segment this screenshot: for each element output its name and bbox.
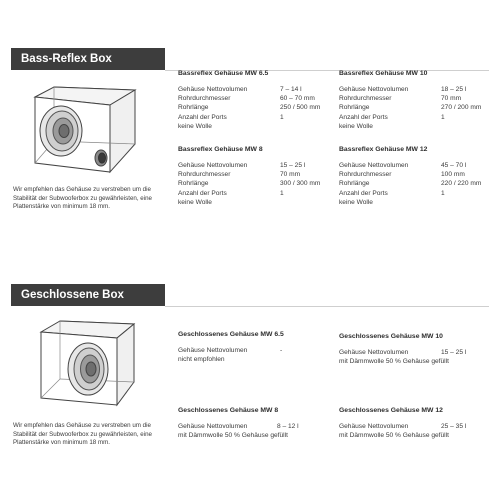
spec-row bbox=[178, 198, 263, 207]
spec-row bbox=[178, 346, 284, 355]
spec-label: Anzahl der Ports bbox=[339, 189, 388, 197]
spec-row bbox=[178, 113, 284, 122]
spec-label: Rohrlänge bbox=[339, 104, 370, 112]
spec-label: mit Dämmwolle 50 % Gehäuse gefüllt bbox=[339, 432, 449, 440]
spec-label: nicht empfohlen bbox=[178, 356, 225, 364]
spec-row bbox=[178, 122, 268, 131]
spec-label: Gehäuse Nettovolumen bbox=[339, 86, 409, 93]
spec-value: 15 – 25 l bbox=[280, 162, 306, 169]
spec-label: keine Wolle bbox=[339, 122, 373, 130]
spec-label: Gehäuse Nettovolumen bbox=[339, 349, 409, 356]
spec-label: Rohrdurchmesser bbox=[178, 95, 231, 103]
spec-row bbox=[339, 348, 467, 357]
closed-banner: Geschlossene Box bbox=[11, 284, 165, 306]
spec-row bbox=[339, 179, 482, 188]
spec-value: 100 mm bbox=[441, 171, 465, 179]
spec-value: 70 mm bbox=[280, 171, 301, 179]
spec-row bbox=[178, 179, 321, 188]
spec-value: 220 / 220 mm bbox=[441, 180, 482, 188]
spec-value: 15 – 25 l bbox=[441, 349, 467, 356]
spec-row bbox=[339, 422, 467, 431]
spec-label: Gehäuse Nettovolumen bbox=[339, 423, 409, 430]
spec-block-closed-mw8 bbox=[178, 406, 299, 440]
spec-title: Bassreflex Gehäuse MW 12 bbox=[339, 146, 428, 153]
spec-value: 18 – 25 l bbox=[441, 86, 467, 93]
spec-block-closed-mw65 bbox=[178, 330, 284, 364]
spec-title: Geschlossenes Gehäuse MW 8 bbox=[178, 407, 279, 414]
spec-value: 25 – 35 l bbox=[441, 423, 467, 430]
spec-label: keine Wolle bbox=[178, 122, 212, 130]
spec-row bbox=[178, 94, 315, 103]
spec-value: 270 / 200 mm bbox=[441, 104, 482, 112]
spec-value: 45 – 70 l bbox=[441, 162, 467, 169]
spec-label: Gehäuse Nettovolumen bbox=[339, 162, 409, 169]
spec-row bbox=[339, 170, 465, 179]
spec-row bbox=[178, 170, 301, 179]
spec-row bbox=[339, 189, 445, 198]
spec-label: Rohrdurchmesser bbox=[339, 95, 392, 103]
spec-title: Bassreflex Gehäuse MW 8 bbox=[178, 146, 263, 153]
spec-label: mit Dämmwolle 50 % Gehäuse gefüllt bbox=[178, 432, 288, 440]
spec-value: 250 / 500 mm bbox=[280, 104, 321, 112]
spec-label: Gehäuse Nettovolumen bbox=[178, 347, 248, 354]
spec-row bbox=[178, 189, 284, 198]
spec-label: Anzahl der Ports bbox=[339, 113, 388, 121]
spec-value: - bbox=[280, 347, 283, 354]
spec-label: Rohrdurchmesser bbox=[178, 171, 231, 179]
spec-value: 1 bbox=[280, 189, 284, 197]
spec-label: Rohrlänge bbox=[178, 180, 209, 188]
spec-row bbox=[339, 94, 462, 103]
spec-label: Gehäuse Nettovolumen bbox=[178, 86, 248, 93]
spec-row bbox=[178, 85, 302, 94]
spec-row bbox=[339, 122, 427, 131]
spec-label: keine Wolle bbox=[339, 198, 373, 206]
spec-row bbox=[339, 85, 467, 94]
spec-row bbox=[339, 357, 449, 366]
spec-row bbox=[178, 355, 284, 364]
woofer-icon bbox=[68, 343, 108, 395]
woofer-icon bbox=[40, 106, 82, 156]
spec-row bbox=[339, 161, 467, 170]
spec-block-closed-mw10 bbox=[339, 332, 467, 366]
spec-block-bassreflex-mw65 bbox=[178, 69, 321, 131]
spec-row bbox=[339, 103, 482, 112]
closed-box-illustration bbox=[30, 312, 154, 412]
spec-block-bassreflex-mw10 bbox=[339, 69, 482, 131]
spec-row bbox=[339, 431, 449, 440]
spec-value: 60 – 70 mm bbox=[280, 95, 315, 103]
spec-block-closed-mw12 bbox=[339, 406, 467, 440]
spec-title: Geschlossenes Gehäuse MW 6.5 bbox=[178, 331, 284, 338]
spec-title: Geschlossenes Gehäuse MW 10 bbox=[339, 333, 443, 340]
spec-row bbox=[178, 103, 321, 112]
spec-label: keine Wolle bbox=[178, 198, 212, 206]
spec-value: 7 – 14 l bbox=[280, 86, 302, 93]
spec-block-bassreflex-mw12 bbox=[339, 145, 482, 207]
spec-label: Gehäuse Nettovolumen bbox=[178, 423, 248, 430]
spec-value: 8 – 12 l bbox=[277, 423, 299, 430]
spec-value: 300 / 300 mm bbox=[280, 180, 321, 188]
spec-label: Anzahl der Ports bbox=[178, 189, 227, 197]
spec-value: 1 bbox=[280, 113, 284, 121]
spec-row bbox=[339, 198, 427, 207]
spec-row bbox=[178, 422, 299, 431]
spec-label: Rohrlänge bbox=[178, 104, 209, 112]
spec-value: 70 mm bbox=[441, 95, 462, 103]
closed-divider bbox=[165, 306, 489, 307]
spec-label: Rohrlänge bbox=[339, 180, 370, 188]
bass-port-icon bbox=[95, 150, 107, 166]
spec-row bbox=[339, 113, 445, 122]
spec-label: Rohrdurchmesser bbox=[339, 171, 392, 179]
spec-title: Geschlossenes Gehäuse MW 12 bbox=[339, 407, 443, 414]
spec-value: 1 bbox=[441, 113, 445, 121]
closed-description: Wir empfehlen das Gehäuse zu verstreben um die Stabilität der Subwooferbox zu gewährleisten, eine Plattenstärke von minimum 18 mm. bbox=[13, 422, 152, 447]
spec-title: Bassreflex Gehäuse MW 10 bbox=[339, 70, 428, 77]
spec-row bbox=[178, 161, 306, 170]
spec-value: 1 bbox=[441, 189, 445, 197]
spec-block-bassreflex-mw8 bbox=[178, 145, 321, 207]
spec-label: Anzahl der Ports bbox=[178, 113, 227, 121]
bassreflex-description: Wir empfehlen das Gehäuse zu verstreben um die Stabilität der Subwooferbox zu gewährleisten, eine Plattenstärke von minimum 18 mm. bbox=[13, 186, 152, 211]
spec-title: Bassreflex Gehäuse MW 6.5 bbox=[178, 70, 269, 77]
bassreflex-box-illustration bbox=[24, 76, 148, 176]
spec-row bbox=[178, 431, 288, 440]
spec-label: Gehäuse Nettovolumen bbox=[178, 162, 248, 169]
bassreflex-banner: Bass-Reflex Box bbox=[11, 48, 165, 70]
spec-label: mit Dämmwolle 50 % Gehäuse gefüllt bbox=[339, 358, 449, 366]
